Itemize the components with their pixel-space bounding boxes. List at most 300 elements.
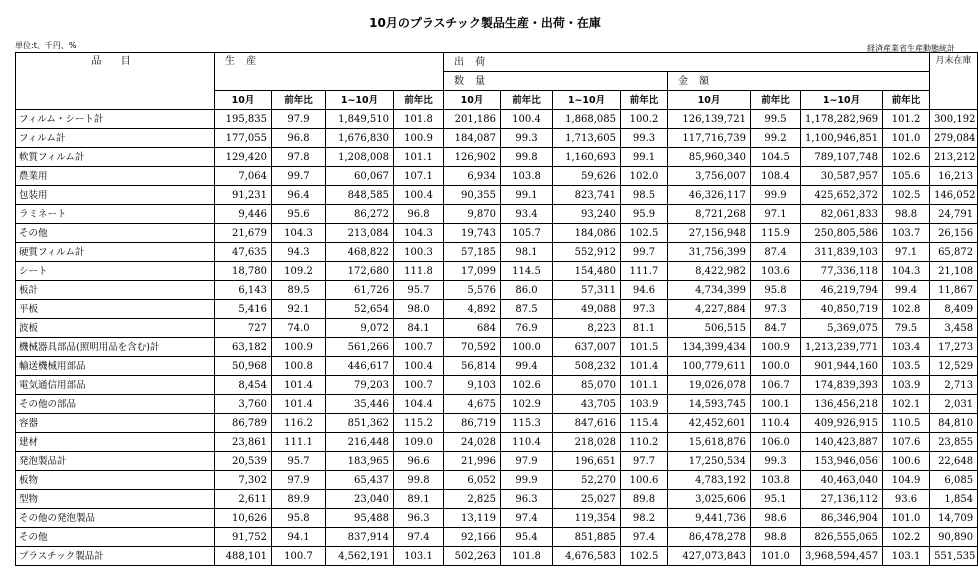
table-row [16,243,978,262]
table-cell: 95.8 [751,281,801,300]
table-cell: 117,716,739 [668,129,751,148]
table-cell: 47,635 [215,243,272,262]
table-cell: 95.8 [272,509,326,528]
table-cell: 100.1 [751,395,801,414]
table-cell: 16,213 [930,167,978,186]
table-cell: 102.8 [883,300,930,319]
table-cell: 7,302 [215,471,272,490]
table-cell: 826,555,065 [801,528,883,547]
table-cell: 101.1 [394,148,444,167]
table-cell: 97.1 [883,243,930,262]
table-cell: 46,219,794 [801,281,883,300]
table-cell: 110.4 [751,414,801,433]
table-cell: 97.7 [621,452,668,471]
table-row [16,452,978,471]
table-cell: 196,651 [553,452,621,471]
table-cell: 11,867 [930,281,978,300]
table-cell: 115.4 [621,414,668,433]
table-cell: 59,626 [553,167,621,186]
table-cell: 17,250,534 [668,452,751,471]
row-label: プラスチック製品計 [16,547,215,566]
table-cell: 425,652,372 [801,186,883,205]
table-cell: 100.3 [394,243,444,262]
table-row [16,433,978,452]
table-cell: 63,182 [215,338,272,357]
table-cell: 57,311 [553,281,621,300]
table-cell: 1,160,693 [553,148,621,167]
table-row [16,205,978,224]
table-row [16,300,978,319]
table-cell: 97.3 [751,300,801,319]
table-row [16,262,978,281]
table-cell: 27,136,112 [801,490,883,509]
data-table [15,52,978,566]
row-label: フィルム計 [16,129,215,148]
table-cell: 140,423,887 [801,433,883,452]
table-cell: 60,067 [326,167,394,186]
row-label: その他 [16,528,215,547]
table-header [16,53,978,110]
table-cell: 1,854 [930,490,978,509]
table-row [16,509,978,528]
table-row [16,338,978,357]
table-row [16,490,978,509]
table-cell: 789,107,748 [801,148,883,167]
amount-header: 金 額 [668,72,930,91]
table-cell: 102.5 [621,547,668,566]
table-cell: 4,675 [444,395,501,414]
col-prod-ytd: 1~10月 [326,91,394,110]
col-qty-yoy: 前年比 [501,91,553,110]
table-cell: 99.3 [621,129,668,148]
row-label: 電気通信用部品 [16,376,215,395]
table-cell: 19,743 [444,224,501,243]
table-cell: 96.8 [272,129,326,148]
table-row [16,414,978,433]
table-cell: 102.9 [501,395,553,414]
table-cell: 106.0 [751,433,801,452]
table-cell: 3,760 [215,395,272,414]
table-cell: 134,399,434 [668,338,751,357]
table-cell: 97.1 [751,205,801,224]
table-cell: 90,355 [444,186,501,205]
row-label: 包装用 [16,186,215,205]
table-cell: 23,040 [326,490,394,509]
table-cell: 103.7 [883,224,930,243]
table-cell: 103.5 [883,357,930,376]
table-row [16,129,978,148]
table-cell: 65,437 [326,471,394,490]
row-label: その他 [16,224,215,243]
table-cell: 104.3 [272,224,326,243]
table-cell: 218,028 [553,433,621,452]
table-cell: 104.9 [883,471,930,490]
table-cell: 104.3 [394,224,444,243]
table-cell: 9,103 [444,376,501,395]
table-cell: 15,618,876 [668,433,751,452]
table-cell: 91,752 [215,528,272,547]
table-cell: 6,052 [444,471,501,490]
table-cell: 89.1 [394,490,444,509]
table-row [16,224,978,243]
table-cell: 81.1 [621,319,668,338]
table-cell: 101.4 [272,395,326,414]
table-cell: 901,944,160 [801,357,883,376]
table-cell: 1,676,830 [326,129,394,148]
table-cell: 17,099 [444,262,501,281]
table-cell: 56,814 [444,357,501,376]
table-cell: 50,968 [215,357,272,376]
table-cell: 561,266 [326,338,394,357]
table-cell: 3,968,594,457 [801,547,883,566]
table-cell: 100.4 [394,357,444,376]
table-cell: 14,593,745 [668,395,751,414]
table-cell: 111.7 [621,262,668,281]
table-cell: 126,139,721 [668,110,751,129]
table-cell: 101.2 [883,110,930,129]
table-cell: 52,654 [326,300,394,319]
table-cell: 99.3 [501,129,553,148]
table-cell: 111.1 [272,433,326,452]
table-cell: 100.9 [272,338,326,357]
table-cell: 99.3 [751,452,801,471]
table-cell: 105.7 [501,224,553,243]
table-cell: 100.4 [394,186,444,205]
table-cell: 98.8 [751,528,801,547]
table-cell: 100.7 [394,376,444,395]
table-cell: 8,223 [553,319,621,338]
table-cell: 95.4 [501,528,553,547]
table-cell: 99.7 [621,243,668,262]
table-cell: 19,026,078 [668,376,751,395]
table-cell: 97.4 [394,528,444,547]
table-cell: 108.4 [751,167,801,186]
row-label: 板物 [16,471,215,490]
table-cell: 146,052 [930,186,978,205]
table-cell: 848,585 [326,186,394,205]
table-cell: 100.9 [751,338,801,357]
table-cell: 99.1 [621,148,668,167]
table-cell: 100.9 [394,129,444,148]
table-cell: 823,741 [553,186,621,205]
row-label: 波板 [16,319,215,338]
table-cell: 96.6 [394,452,444,471]
stock-header: 月末在庫 [930,53,978,110]
item-header: 品 目 [16,53,215,110]
table-cell: 100.4 [501,110,553,129]
table-cell: 99.2 [751,129,801,148]
table-cell: 99.4 [883,281,930,300]
table-cell: 30,587,957 [801,167,883,186]
table-cell: 1,213,239,771 [801,338,883,357]
table-cell: 86,719 [444,414,501,433]
table-cell: 1,713,605 [553,129,621,148]
table-cell: 101.8 [501,547,553,566]
table-cell: 100.0 [501,338,553,357]
table-cell: 110.2 [621,433,668,452]
table-cell: 97.9 [272,110,326,129]
table-cell: 10,626 [215,509,272,528]
table-row [16,376,978,395]
table-cell: 86,346,904 [801,509,883,528]
table-cell: 101.0 [883,129,930,148]
table-cell: 104.5 [751,148,801,167]
table-cell: 85,960,340 [668,148,751,167]
table-cell: 851,885 [553,528,621,547]
table-cell: 87.5 [501,300,553,319]
table-cell: 79.5 [883,319,930,338]
page-title: 10月のプラスチック製品生産・出荷・在庫 [369,16,601,30]
unit-note: 単位:t、千円、% [15,41,77,50]
table-cell: 101.0 [883,509,930,528]
table-cell: 98.5 [621,186,668,205]
table-cell: 9,446 [215,205,272,224]
row-label: 容器 [16,414,215,433]
table-cell: 103.1 [394,547,444,566]
table-cell: 8,454 [215,376,272,395]
table-cell: 99.5 [751,110,801,129]
table-cell: 5,576 [444,281,501,300]
table-cell: 96.3 [501,490,553,509]
table-cell: 95.7 [272,452,326,471]
table-cell: 551,535 [930,547,978,566]
table-cell: 97.3 [621,300,668,319]
table-cell: 100.2 [621,110,668,129]
table-cell: 35,446 [326,395,394,414]
table-cell: 837,914 [326,528,394,547]
table-cell: 5,369,075 [801,319,883,338]
table-cell: 107.6 [883,433,930,452]
table-row [16,110,978,129]
table-cell: 119,354 [553,509,621,528]
table-cell: 98.8 [883,205,930,224]
table-cell: 103.6 [751,262,801,281]
table-cell: 90,890 [930,528,978,547]
table-cell: 4,562,191 [326,547,394,566]
table-cell: 100.7 [272,547,326,566]
table-cell: 61,726 [326,281,394,300]
table-cell: 23,855 [930,433,978,452]
table-cell: 86,272 [326,205,394,224]
table-cell: 27,156,948 [668,224,751,243]
table-cell: 300,192 [930,110,978,129]
table-cell: 100.6 [883,452,930,471]
row-label: 硬質フィルム計 [16,243,215,262]
table-cell: 65,872 [930,243,978,262]
table-row [16,319,978,338]
table-cell: 100,779,611 [668,357,751,376]
table-cell: 1,849,510 [326,110,394,129]
table-cell: 105.6 [883,167,930,186]
table-cell: 184,086 [553,224,621,243]
table-cell: 502,263 [444,547,501,566]
table-cell: 103.9 [883,376,930,395]
table-cell: 104.3 [883,262,930,281]
table-cell: 103.4 [883,338,930,357]
table-row [16,547,978,566]
table-cell: 24,791 [930,205,978,224]
table-cell: 488,101 [215,547,272,566]
table-cell: 21,108 [930,262,978,281]
col-amt-ytd-yoy: 前年比 [883,91,930,110]
table-cell: 102.0 [621,167,668,186]
table-cell: 99.1 [501,186,553,205]
table-cell: 13,119 [444,509,501,528]
table-cell: 40,850,719 [801,300,883,319]
table-cell: 3,025,606 [668,490,751,509]
table-cell: 110.5 [883,414,930,433]
table-cell: 114.5 [501,262,553,281]
table-cell: 89.8 [621,490,668,509]
col-qty-ytd-yoy: 前年比 [621,91,668,110]
row-label: シート [16,262,215,281]
table-cell: 99.7 [272,167,326,186]
col-prod-month: 10月 [215,91,272,110]
table-cell: 98.2 [621,509,668,528]
table-cell: 8,409 [930,300,978,319]
table-cell: 86,789 [215,414,272,433]
table-cell: 95.9 [621,205,668,224]
table-cell: 3,756,007 [668,167,751,186]
table-cell: 103.9 [621,395,668,414]
table-cell: 4,227,884 [668,300,751,319]
table-cell: 427,073,843 [668,547,751,566]
table-cell: 100.8 [272,357,326,376]
col-qty-ytd: 1~10月 [553,91,621,110]
table-cell: 279,084 [930,129,978,148]
table-cell: 94.1 [272,528,326,547]
table-cell: 2,713 [930,376,978,395]
table-cell: 2,611 [215,490,272,509]
table-cell: 99.9 [501,471,553,490]
table-cell: 92.1 [272,300,326,319]
table-cell: 100.0 [751,357,801,376]
col-prod-yoy: 前年比 [272,91,326,110]
table-cell: 101.0 [751,547,801,566]
table-cell: 9,441,736 [668,509,751,528]
table-cell: 116.2 [272,414,326,433]
col-qty-month: 10月 [444,91,501,110]
row-label: 機械器具部品(照明用品を含む)計 [16,338,215,357]
table-cell: 70,592 [444,338,501,357]
table-cell: 43,705 [553,395,621,414]
table-cell: 102.6 [501,376,553,395]
row-label: 発泡製品計 [16,452,215,471]
row-label: 型物 [16,490,215,509]
table-cell: 2,825 [444,490,501,509]
table-cell: 79,203 [326,376,394,395]
table-cell: 42,452,601 [668,414,751,433]
table-cell: 851,362 [326,414,394,433]
table-cell: 103.1 [883,547,930,566]
row-label: 農業用 [16,167,215,186]
table-cell: 101.8 [394,110,444,129]
table-cell: 91,231 [215,186,272,205]
table-cell: 85,070 [553,376,621,395]
table-cell: 97.9 [501,452,553,471]
table-cell: 94.3 [272,243,326,262]
table-cell: 1,100,946,851 [801,129,883,148]
table-row [16,357,978,376]
table-cell: 12,529 [930,357,978,376]
table-cell: 99.9 [751,186,801,205]
table-cell: 21,996 [444,452,501,471]
table-cell: 177,055 [215,129,272,148]
table-cell: 84,810 [930,414,978,433]
table-cell: 82,061,833 [801,205,883,224]
table-cell: 93,240 [553,205,621,224]
table-cell: 93.4 [501,205,553,224]
table-cell: 98.1 [501,243,553,262]
table-cell: 115.2 [394,414,444,433]
table-cell: 446,617 [326,357,394,376]
table-cell: 46,326,117 [668,186,751,205]
table-cell: 25,027 [553,490,621,509]
table-cell: 552,912 [553,243,621,262]
table-row [16,395,978,414]
table-cell: 96.3 [394,509,444,528]
table-cell: 103.8 [501,167,553,186]
row-label: 軟質フィルム計 [16,148,215,167]
row-label: ラミネート [16,205,215,224]
table-row [16,186,978,205]
table-cell: 89.9 [272,490,326,509]
table-cell: 102.5 [621,224,668,243]
table-cell: 92,166 [444,528,501,547]
table-cell: 213,084 [326,224,394,243]
table-cell: 95.6 [272,205,326,224]
table-cell: 508,232 [553,357,621,376]
table-cell: 111.8 [394,262,444,281]
table-cell: 110.4 [501,433,553,452]
row-label: 板計 [16,281,215,300]
table-cell: 96.8 [394,205,444,224]
table-cell: 101.5 [621,338,668,357]
table-cell: 74.0 [272,319,326,338]
table-cell: 57,185 [444,243,501,262]
table-cell: 1,178,282,969 [801,110,883,129]
table-cell: 52,270 [553,471,621,490]
table-cell: 5,416 [215,300,272,319]
table-cell: 6,934 [444,167,501,186]
table-cell: 6,143 [215,281,272,300]
table-cell: 103.8 [751,471,801,490]
table-row [16,167,978,186]
row-label: フィルム・シート計 [16,110,215,129]
table-cell: 107.1 [394,167,444,186]
table-cell: 1,208,008 [326,148,394,167]
table-cell: 87.4 [751,243,801,262]
table-cell: 101.1 [621,376,668,395]
table-row [16,528,978,547]
table-cell: 174,839,393 [801,376,883,395]
table-cell: 115.3 [501,414,553,433]
table-cell: 195,835 [215,110,272,129]
table-cell: 24,028 [444,433,501,452]
source-note: 経済産業省生産動態統計 [867,44,955,53]
table-cell: 126,902 [444,148,501,167]
table-cell: 109.0 [394,433,444,452]
table-cell: 8,422,982 [668,262,751,281]
table-cell: 84.7 [751,319,801,338]
table-cell: 4,783,192 [668,471,751,490]
table-cell: 216,448 [326,433,394,452]
col-prod-ytd-yoy: 前年比 [394,91,444,110]
table-cell: 94.6 [621,281,668,300]
table-cell: 102.6 [883,148,930,167]
table-cell: 99.4 [501,357,553,376]
row-label: 輸送機械用部品 [16,357,215,376]
